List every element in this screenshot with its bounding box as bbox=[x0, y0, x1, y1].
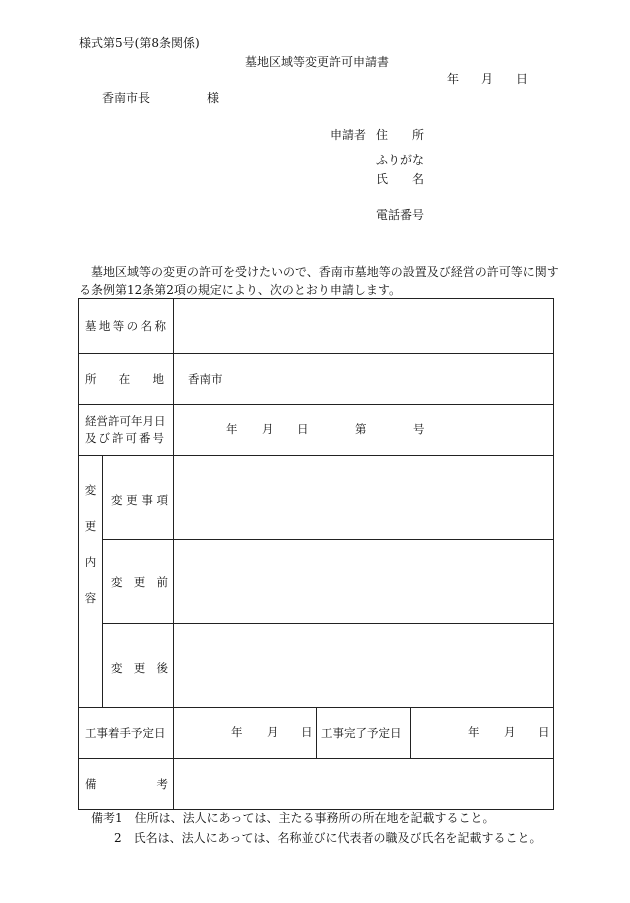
date-year-label: 年 bbox=[447, 72, 460, 86]
row-change-before bbox=[79, 540, 554, 624]
cemetery-name-label: 墓 地 等 の 名 称 bbox=[79, 299, 174, 354]
change-before-label: 変 更 前 bbox=[103, 540, 174, 624]
applicant-name-label: 氏 名 bbox=[376, 172, 425, 186]
date-day-label: 日 bbox=[516, 72, 529, 86]
form-number: 様式第5号(第8条関係) bbox=[79, 36, 200, 50]
start-date-field[interactable]: 年 月 日 bbox=[174, 708, 317, 759]
end-date-label: 工事完了予定日 bbox=[317, 708, 411, 759]
row-remarks bbox=[79, 759, 554, 810]
permit-field[interactable]: 年 月 日 第 号 bbox=[174, 405, 554, 456]
date-month-label: 月 bbox=[481, 72, 494, 86]
change-group-label: 変 更 内 容 bbox=[79, 456, 103, 708]
location-label: 所 在 地 bbox=[79, 354, 174, 405]
row-construction-dates bbox=[79, 708, 554, 759]
start-date-label: 工事着手予定日 bbox=[79, 708, 174, 759]
change-before-field[interactable] bbox=[174, 540, 554, 624]
note-2: 2 氏名は、法人にあっては、名称並びに代表者の職及び氏名を記載すること。 bbox=[114, 831, 542, 845]
applicant-label: 申請者 bbox=[330, 128, 367, 142]
remarks-field[interactable] bbox=[174, 759, 554, 810]
permit-label: 経営許可年月日 及び許可番号 bbox=[79, 405, 174, 456]
intro-line-1: 墓地区域等の変更の許可を受けたいので、香南市墓地等の設置及び経営の許可等に関す bbox=[91, 265, 559, 279]
row-permit bbox=[79, 405, 554, 456]
application-table bbox=[78, 298, 554, 810]
location-field[interactable] bbox=[174, 354, 554, 405]
document-title: 墓地区域等変更許可申請書 bbox=[245, 55, 390, 69]
location-value: 香南市 bbox=[188, 372, 223, 386]
intro-line-2: る条例第12条第2項の規定により、次のとおり申請します。 bbox=[79, 283, 401, 297]
addressee: 香南市長 bbox=[102, 91, 151, 105]
change-item-field[interactable] bbox=[174, 456, 554, 540]
row-cemetery-name bbox=[79, 299, 554, 354]
applicant-address-label: 住 所 bbox=[376, 128, 425, 142]
applicant-phone-label: 電話番号 bbox=[376, 208, 425, 222]
change-after-label: 変 更 後 bbox=[103, 624, 174, 708]
honorific: 様 bbox=[207, 91, 220, 105]
row-change-after bbox=[79, 624, 554, 708]
applicant-furigana-label: ふりがな bbox=[376, 153, 425, 167]
end-date-field[interactable]: 年 月 日 bbox=[411, 708, 554, 759]
row-location bbox=[79, 354, 554, 405]
row-change-item bbox=[79, 456, 554, 540]
remarks-label: 備 考 bbox=[79, 759, 174, 810]
change-after-field[interactable] bbox=[174, 624, 554, 708]
cemetery-name-field[interactable] bbox=[174, 299, 554, 354]
change-item-label: 変 更 事 項 bbox=[103, 456, 174, 540]
note-1: 備考1 住所は、法人にあっては、主たる事務所の所在地を記載すること。 bbox=[91, 811, 495, 825]
